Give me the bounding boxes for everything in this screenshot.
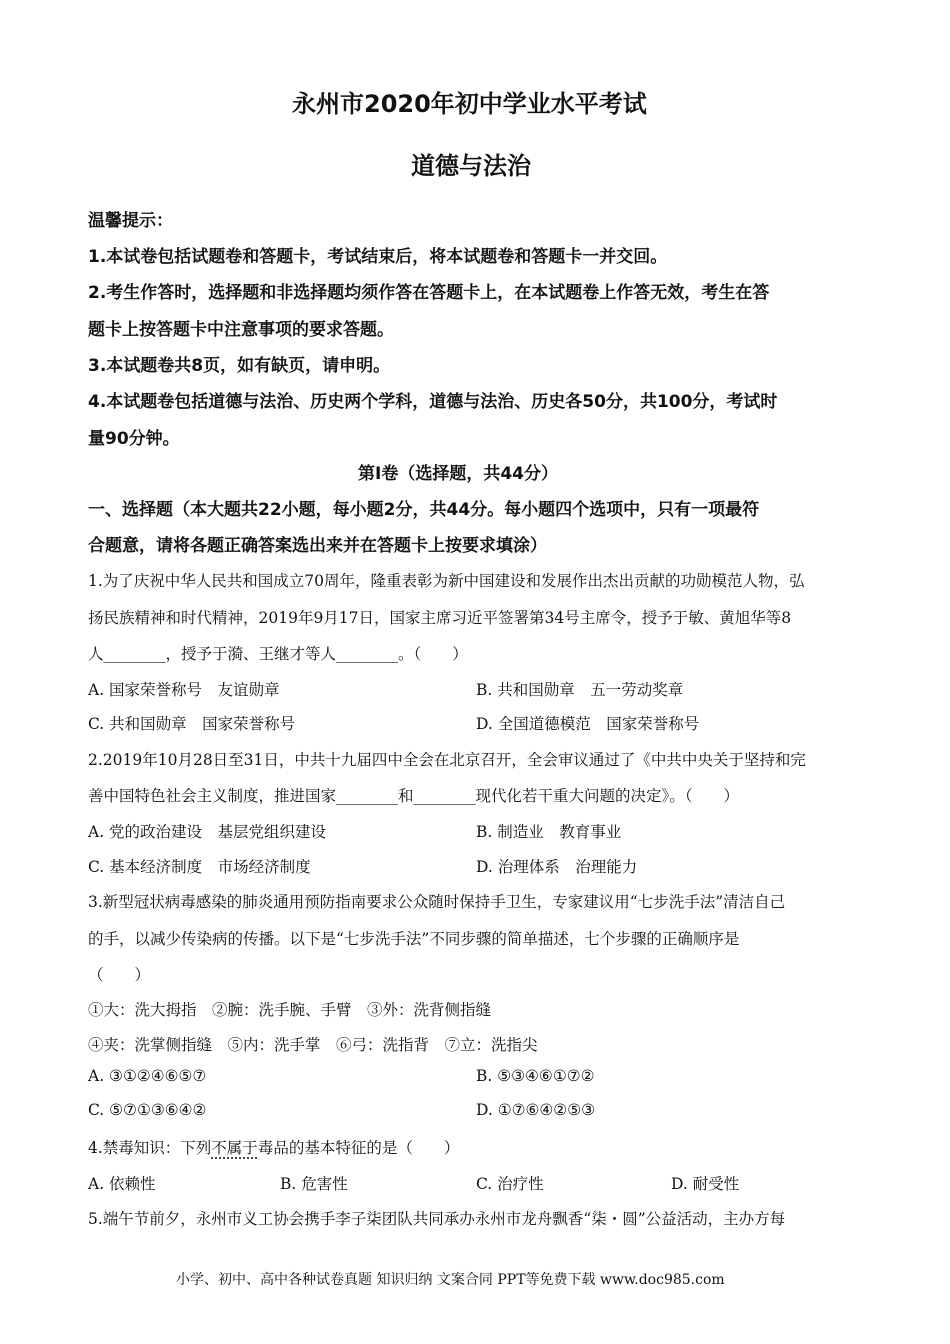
q3-line-3: （ ） bbox=[88, 966, 151, 984]
q3-line-1: 3.新型冠状病毒感染的肺炎通用预防指南要求公众随时保持手卫生，专家建议用“七步洗手法”清洁自己 bbox=[88, 893, 786, 911]
q3-option-d: D. ①⑦⑥④②⑤③ bbox=[476, 1101, 595, 1119]
q4-stem bbox=[88, 1136, 459, 1158]
tip-2b: 题卡上按答题卡中注意事项的要求答题。 bbox=[88, 320, 394, 340]
exam-title: 永州市2020年初中学业水平考试 bbox=[292, 90, 647, 118]
q4-stem-emphasis: 不属于 bbox=[211, 1139, 258, 1157]
q4-option-d: D. 耐受性 bbox=[671, 1175, 740, 1193]
q3-steps-1: ①大：洗大拇指 ②腕：洗手腕、手臂 ③外：洗背侧指缝 bbox=[88, 1001, 492, 1019]
tip-2a: 2.考生作答时，选择题和非选择题均须作答在答题卡上，在本试题卷上作答无效，考生在答 bbox=[88, 283, 770, 303]
q2-option-c: C. 基本经济制度 市场经济制度 bbox=[88, 858, 311, 876]
q1-line-2: 扬民族精神和时代精神，2019年9月17日，国家主席习近平签署第34号主席令，授予于敏、黄旭华等8 bbox=[88, 609, 792, 627]
subject-title: 道德与法治 bbox=[411, 152, 531, 180]
tips-heading: 温馨提示： bbox=[88, 211, 173, 231]
q1-option-b: B. 共和国勋章 五一劳动奖章 bbox=[476, 681, 684, 699]
tip-4a: 4.本试题卷包括道德与法治、历史两个学科，道德与法治、历史各50分，共100分，考试时 bbox=[88, 392, 778, 412]
q3-option-b: B. ⑤③④⑥①⑦② bbox=[476, 1067, 595, 1085]
q3-line-2: 的手，以减少传染病的传播。以下是“七步洗手法”不同步骤的简单描述，七个步骤的正确顺序是 bbox=[88, 930, 740, 948]
section-instruction-b: 合题意，请将各题正确答案选出来并在答题卡上按要求填涂） bbox=[88, 536, 547, 556]
section-title: 第Ⅰ卷（选择题，共44分） bbox=[358, 464, 558, 484]
q4-stem-post: 毒品的基本特征的是（ ） bbox=[257, 1139, 460, 1157]
q4-option-c: C. 治疗性 bbox=[476, 1175, 544, 1193]
q3-option-a: A. ③①②④⑥⑤⑦ bbox=[88, 1067, 207, 1085]
q2-option-a: A. 党的政治建设 基层党组织建设 bbox=[88, 823, 327, 841]
q3-steps-2: ④夹：洗掌侧指缝 ⑤内：洗手掌 ⑥弓：洗指背 ⑦立：洗指尖 bbox=[88, 1036, 538, 1054]
q1-option-c: C. 共和国勋章 国家荣誉称号 bbox=[88, 715, 296, 733]
section-instruction-a: 一、选择题（本大题共22小题，每小题2分，共44分。每小题四个选项中，只有一项最符 bbox=[88, 500, 760, 520]
page-footer: 小学、初中、高中各种试卷真题 知识归纳 文案合同 PPT等免费下载 www.doc985.com bbox=[176, 1272, 725, 1288]
q1-line-1: 1.为了庆祝中华人民共和国成立70周年，隆重表彰为新中国建设和发展作出杰出贡献的功勋模范人物，弘 bbox=[88, 572, 805, 590]
tip-4b: 量90分钟。 bbox=[88, 429, 180, 449]
q4-option-a: A. 依赖性 bbox=[88, 1175, 156, 1193]
q2-option-b: B. 制造业 教育事业 bbox=[476, 823, 622, 841]
q1-line-3: 人________，授予于漪、王继才等人________。（ ） bbox=[88, 645, 468, 663]
tip-1: 1.本试卷包括试题卷和答题卡，考试结束后，将本试题卷和答题卡一并交回。 bbox=[88, 247, 668, 267]
q4-stem-pre: 4.禁毒知识：下列 bbox=[88, 1139, 212, 1157]
q5-line-1: 5.端午节前夕，永州市义工协会携手李子柒团队共同承办永州市龙舟飘香“柒・圆”公益活动，主办方每 bbox=[88, 1210, 786, 1228]
q2-option-d: D. 治理体系 治理能力 bbox=[476, 858, 638, 876]
tip-3: 3.本试题卷共8页，如有缺页，请申明。 bbox=[88, 356, 391, 376]
q2-line-2: 善中国特色社会主义制度，推进国家________和________现代化若干重大问题的决定》。（ ） bbox=[88, 787, 740, 805]
q4-option-b: B. 危害性 bbox=[280, 1175, 348, 1193]
q3-option-c: C. ⑤⑦①③⑥④② bbox=[88, 1101, 207, 1119]
q1-option-d: D. 全国道德模范 国家荣誉称号 bbox=[476, 715, 700, 733]
q1-option-a: A. 国家荣誉称号 友谊勋章 bbox=[88, 681, 280, 699]
q2-line-1: 2.2019年10月28日至31日，中共十九届四中全会在北京召开，全会审议通过了《中共中央关于坚持和完 bbox=[88, 751, 806, 769]
